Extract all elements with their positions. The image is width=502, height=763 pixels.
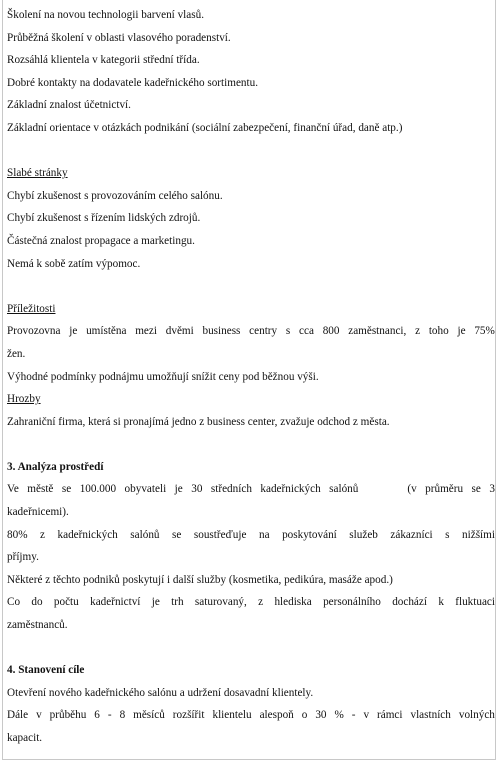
section-heading: Příležitosti	[7, 302, 56, 315]
justified-line	[7, 704, 495, 727]
paragraph-line: Dobré kontakty na dodavatele kadeřnického sortimentu.	[7, 76, 259, 89]
word: business	[202, 325, 241, 338]
word: salónů	[329, 483, 359, 496]
word: 800	[322, 325, 340, 338]
word: v	[36, 709, 42, 722]
word: trh	[171, 596, 184, 609]
paragraph-line: Částečná znalost propagace a marketingu.	[7, 234, 195, 247]
justified-line	[7, 478, 495, 501]
word: dochází	[392, 596, 427, 609]
word: volných	[458, 709, 495, 722]
word: v	[363, 709, 370, 722]
paragraph-line: kapacit.	[7, 732, 43, 744]
word: se	[172, 528, 182, 541]
word: z	[258, 596, 264, 609]
word: 75%	[474, 325, 495, 338]
word: s	[285, 325, 291, 338]
word: vlastních	[410, 709, 451, 722]
paragraph-line: Nemá k sobě zatím výpomoc.	[7, 257, 141, 270]
word: 8	[119, 709, 126, 722]
paragraph-line: kadeřnicemi).	[7, 506, 69, 519]
paragraph-line: Základní orientace v otázkách podnikání (sociální zabezpečení, finanční úřad, daně atp.)	[7, 121, 403, 134]
paragraph-line: Některé z těchto podniků poskytují i další služby (kosmetika, pedikúra, masáže apod.)	[7, 573, 393, 586]
word: %	[334, 709, 344, 722]
justified-line	[7, 524, 495, 547]
word: mezi	[135, 325, 157, 338]
justified-line	[7, 591, 495, 614]
word: salónů	[130, 528, 160, 541]
blank-line	[7, 140, 495, 163]
paragraph-line: příjmy.	[7, 551, 39, 564]
word: středních	[210, 483, 252, 496]
paragraph-line: Zahraniční firma, která si pronajímá jedno z business center, zvažuje odchod z města.	[7, 415, 390, 428]
word: -	[351, 709, 356, 722]
paragraph-line: Výhodné podmínky podnájmu umožňují snížit ceny pod běžnou výši.	[7, 370, 319, 383]
word: toho	[428, 325, 449, 338]
word: je	[151, 596, 160, 609]
word: je	[174, 483, 183, 496]
word: je	[69, 325, 78, 338]
paragraph-line: Školení na novou technologii barvení vlasů.	[7, 9, 204, 21]
document-page	[2, 0, 496, 760]
word: rozšířit	[172, 709, 205, 722]
word: zaměstnanci,	[348, 325, 407, 338]
paragraph-line: žen.	[7, 347, 26, 360]
word: cca	[299, 325, 314, 338]
word: průběhu	[49, 709, 87, 722]
word: kadeřnických	[260, 483, 321, 496]
word: z	[40, 528, 45, 541]
word: Dále	[7, 709, 29, 722]
word-gap	[367, 478, 399, 501]
paragraph-line: Chybí zkušenost s provozováním celého salónu.	[7, 189, 223, 202]
word: 30	[191, 483, 203, 496]
justified-line	[7, 320, 495, 343]
word: hlediska	[274, 596, 312, 609]
blank-line	[7, 433, 495, 456]
word: centry	[249, 325, 278, 338]
word: je	[457, 325, 466, 338]
word: se	[61, 483, 72, 496]
word: městě	[27, 483, 54, 496]
word: 100.000	[79, 483, 117, 496]
word: kadeřnických	[57, 528, 118, 541]
word: obyvateli	[124, 483, 167, 496]
word: 3	[489, 483, 495, 496]
word: měsíců	[133, 709, 165, 722]
word: do	[31, 596, 43, 609]
word: zákazníci	[390, 528, 433, 541]
word: se	[471, 483, 481, 496]
word: personálního	[323, 596, 381, 609]
word: rámci	[377, 709, 403, 722]
word: kadeřnictví	[90, 596, 141, 609]
paragraph-line: Základní znalost účetnictví.	[7, 99, 131, 112]
section-heading: Slabé stránky	[7, 167, 68, 180]
word: z	[415, 325, 421, 338]
blank-line	[7, 637, 495, 660]
word: poskytování	[282, 528, 337, 541]
paragraph-line: Rozsáhlá klientela v kategorii střední třída.	[7, 54, 200, 67]
word: alespoň	[259, 709, 294, 722]
section-heading: Hrozby	[7, 393, 41, 406]
document-body	[7, 4, 495, 750]
word: (v	[407, 483, 417, 496]
word: 6	[94, 709, 100, 722]
word: Ve	[7, 483, 19, 496]
section-heading: 4. Stanovení cíle	[7, 664, 85, 677]
word: s	[445, 528, 450, 541]
word: o	[301, 709, 308, 722]
word: umístěna	[86, 325, 127, 338]
word: Co	[7, 596, 21, 609]
word: -	[107, 709, 112, 722]
word: klientelu	[212, 709, 252, 722]
word: dvěmi	[165, 325, 194, 338]
paragraph-line: Průběžná školení v oblasti vlasového poradenství.	[7, 31, 231, 44]
word: služeb	[349, 528, 378, 541]
blank-line	[7, 275, 495, 298]
word: počtu	[53, 596, 79, 609]
word: soustřeďuje	[193, 528, 247, 541]
paragraph-line: Otevření nového kadeřnického salónu a udržení dosavadní klientely.	[7, 686, 314, 699]
section-heading: 3. Analýza prostředí	[7, 460, 104, 473]
word: Provozovna	[7, 325, 61, 338]
paragraph-line: Chybí zkušenost s řízením lidských zdrojů.	[7, 212, 201, 225]
word: k	[438, 596, 444, 609]
word: fluktuaci	[455, 596, 495, 609]
word: průměru	[425, 483, 464, 496]
paragraph-line: zaměstnanců.	[7, 619, 68, 632]
word: nižšími	[462, 528, 495, 541]
word: saturovaný,	[194, 596, 247, 609]
word: 80%	[7, 528, 28, 541]
word: na	[259, 528, 270, 541]
word: 30	[315, 709, 327, 722]
